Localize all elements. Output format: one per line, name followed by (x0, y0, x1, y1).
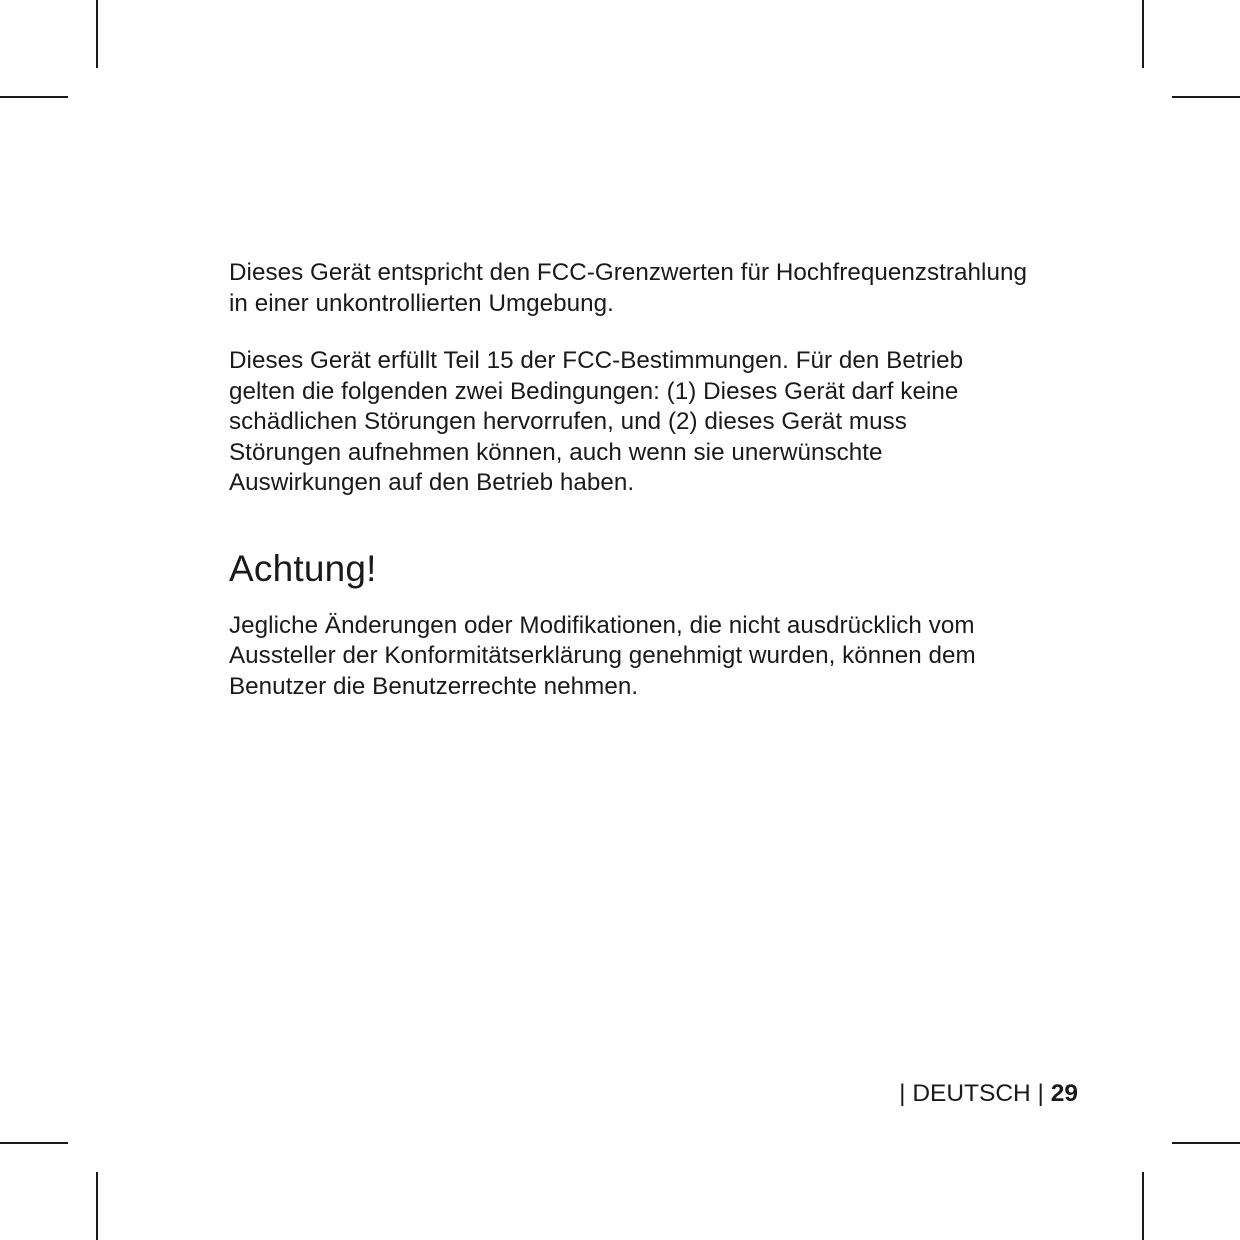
page-footer (899, 1079, 1078, 1109)
paragraph-line: Dieses Gerät entspricht den FCC-Grenzwerten für Hochfrequenzstrahlung (229, 259, 1027, 286)
footer-section-label: | DEUTSCH | (899, 1080, 1044, 1107)
modification-warning-paragraph (229, 611, 1089, 703)
paragraph-line: schädlichen Störungen hervorrufen, und (2) dieses Gerät muss (229, 408, 907, 435)
crop-mark-bottom-right-horizontal (1172, 1142, 1240, 1144)
crop-mark-top-right-vertical (1142, 0, 1144, 68)
crop-mark-top-left-horizontal (0, 96, 68, 98)
crop-mark-bottom-left-vertical (96, 1172, 98, 1240)
paragraph-line: Jegliche Änderungen oder Modifikationen, die nicht ausdrücklich vom (229, 611, 975, 639)
paragraph-line: Störungen aufnehmen können, auch wenn sie unerwünschte (229, 438, 883, 466)
paragraph-line: Benutzer die Benutzerrechte nehmen. (229, 672, 639, 700)
paragraph-line: Auswirkungen auf den Betrieb haben. (229, 469, 635, 496)
fcc-part15-paragraph (229, 346, 1089, 499)
page-content (229, 258, 1089, 702)
crop-mark-bottom-right-vertical (1142, 1172, 1144, 1240)
paragraph-line: Aussteller der Konformitätserklärung genehmigt wurden, können dem (229, 642, 976, 669)
crop-mark-top-left-vertical (96, 0, 98, 68)
crop-mark-top-right-horizontal (1172, 96, 1240, 98)
paragraph-line: in einer unkontrollierten Umgebung. (229, 289, 614, 317)
paragraph-line: gelten die folgenden zwei Bedingungen: (1) Dieses Gerät darf keine (229, 377, 959, 405)
warning-heading: Achtung! (229, 547, 377, 589)
page-number: 29 (1050, 1080, 1078, 1107)
fcc-radiation-paragraph (229, 258, 1089, 319)
paragraph-line: Dieses Gerät erfüllt Teil 15 der FCC-Bestimmungen. Für den Betrieb (229, 347, 964, 374)
crop-mark-bottom-left-horizontal (0, 1142, 68, 1144)
